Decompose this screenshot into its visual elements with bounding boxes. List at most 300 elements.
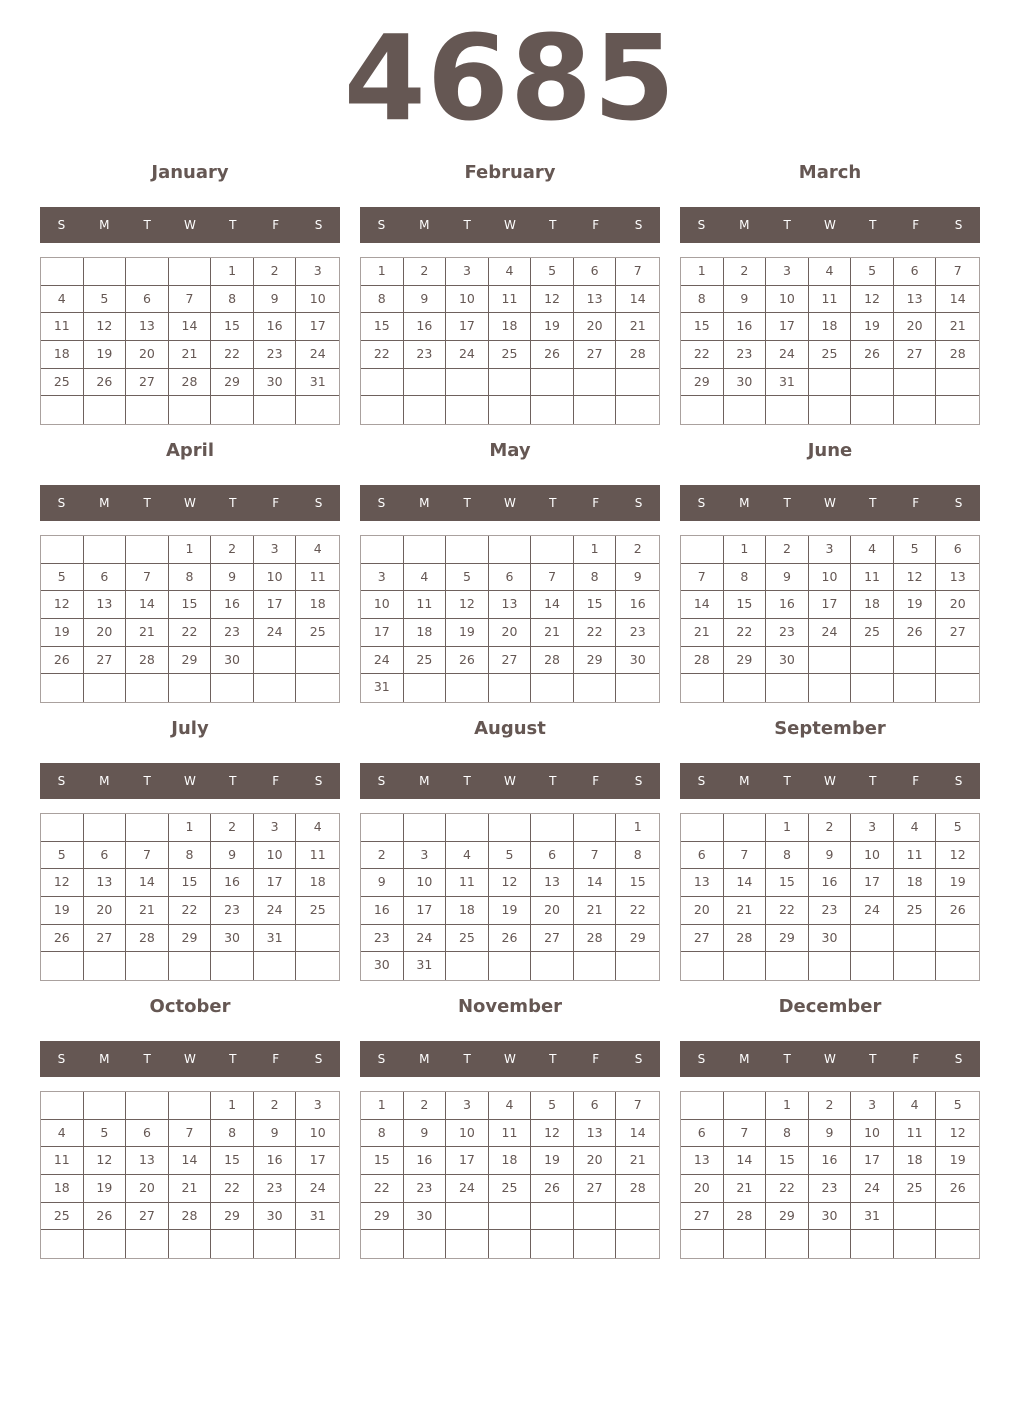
day-cell: 22 xyxy=(766,897,809,925)
day-cell: 19 xyxy=(41,897,84,925)
day-cell: 10 xyxy=(254,842,297,870)
day-cell: 21 xyxy=(936,313,979,341)
day-cell: 23 xyxy=(404,341,447,369)
empty-cell xyxy=(531,814,574,842)
day-cell: 12 xyxy=(894,564,937,592)
day-cell: 14 xyxy=(724,869,767,897)
day-cell: 23 xyxy=(211,619,254,647)
day-cell: 5 xyxy=(894,536,937,564)
day-grid xyxy=(360,1091,660,1259)
day-cell: 2 xyxy=(809,814,852,842)
weekday-label: S xyxy=(377,218,386,232)
day-cell: 4 xyxy=(296,814,339,842)
day-cell: 12 xyxy=(851,286,894,314)
empty-cell xyxy=(894,1230,937,1258)
day-cell: 22 xyxy=(169,897,212,925)
weekday-header xyxy=(360,1041,660,1077)
empty-cell xyxy=(296,674,339,702)
day-cell: 10 xyxy=(446,1120,489,1148)
empty-cell xyxy=(681,814,724,842)
day-cell: 8 xyxy=(724,564,767,592)
weekday-label: T xyxy=(783,1052,791,1066)
day-cell: 9 xyxy=(254,1120,297,1148)
empty-cell xyxy=(809,952,852,980)
day-cell: 30 xyxy=(211,925,254,953)
day-cell: 20 xyxy=(126,1175,169,1203)
empty-cell xyxy=(84,1230,127,1258)
day-cell: 4 xyxy=(809,258,852,286)
weekday-label: S xyxy=(57,496,66,510)
day-cell: 14 xyxy=(531,591,574,619)
day-cell: 11 xyxy=(404,591,447,619)
day-cell: 27 xyxy=(936,619,979,647)
day-cell: 19 xyxy=(489,897,532,925)
day-cell: 24 xyxy=(809,619,852,647)
day-cell: 4 xyxy=(41,1120,84,1148)
day-cell: 18 xyxy=(851,591,894,619)
empty-cell xyxy=(894,952,937,980)
empty-cell xyxy=(446,396,489,424)
weekday-label: M xyxy=(419,1052,430,1066)
day-cell: 2 xyxy=(211,814,254,842)
day-cell: 1 xyxy=(361,258,404,286)
weekday-label: T xyxy=(143,218,151,232)
empty-cell xyxy=(574,396,617,424)
month-title: September xyxy=(774,718,886,739)
weekday-label: F xyxy=(912,218,920,232)
day-cell: 16 xyxy=(211,591,254,619)
day-cell: 29 xyxy=(361,1203,404,1231)
day-cell: 2 xyxy=(254,1092,297,1120)
day-cell: 13 xyxy=(531,869,574,897)
empty-cell xyxy=(404,369,447,397)
weekday-header xyxy=(680,485,980,521)
empty-cell xyxy=(616,396,659,424)
empty-cell xyxy=(851,1230,894,1258)
empty-cell xyxy=(894,674,937,702)
day-cell: 1 xyxy=(361,1092,404,1120)
weekday-label: T xyxy=(143,496,151,510)
day-cell: 31 xyxy=(851,1203,894,1231)
weekday-header xyxy=(40,1041,340,1077)
weekday-label: F xyxy=(272,1052,280,1066)
day-cell: 6 xyxy=(531,842,574,870)
day-cell: 27 xyxy=(681,1203,724,1231)
day-cell: 7 xyxy=(616,258,659,286)
day-cell: 28 xyxy=(616,341,659,369)
day-cell: 25 xyxy=(851,619,894,647)
day-cell: 24 xyxy=(446,341,489,369)
weekday-label: W xyxy=(824,1052,836,1066)
empty-cell xyxy=(446,952,489,980)
empty-cell xyxy=(169,1092,212,1120)
day-cell: 24 xyxy=(404,925,447,953)
weekday-label: M xyxy=(739,496,750,510)
day-cell: 11 xyxy=(41,1147,84,1175)
day-cell: 14 xyxy=(936,286,979,314)
empty-cell xyxy=(41,814,84,842)
empty-cell xyxy=(361,814,404,842)
weekday-label: W xyxy=(504,218,516,232)
empty-cell xyxy=(211,952,254,980)
day-cell: 11 xyxy=(894,1120,937,1148)
day-cell: 24 xyxy=(766,341,809,369)
weekday-header xyxy=(360,207,660,243)
day-cell: 1 xyxy=(169,814,212,842)
day-cell: 15 xyxy=(211,1147,254,1175)
day-cell: 28 xyxy=(681,647,724,675)
day-cell: 28 xyxy=(724,925,767,953)
day-cell: 1 xyxy=(724,536,767,564)
weekday-label: W xyxy=(184,218,196,232)
empty-cell xyxy=(894,396,937,424)
day-cell: 27 xyxy=(574,341,617,369)
day-cell: 29 xyxy=(766,1203,809,1231)
day-cell: 6 xyxy=(681,1120,724,1148)
day-cell: 25 xyxy=(489,341,532,369)
empty-cell xyxy=(616,1203,659,1231)
day-cell: 8 xyxy=(574,564,617,592)
day-cell: 9 xyxy=(809,842,852,870)
empty-cell xyxy=(169,1230,212,1258)
empty-cell xyxy=(766,952,809,980)
weekday-label: T xyxy=(869,496,877,510)
empty-cell xyxy=(84,536,127,564)
weekday-label: T xyxy=(783,218,791,232)
empty-cell xyxy=(724,1092,767,1120)
day-cell: 21 xyxy=(724,1175,767,1203)
day-cell: 30 xyxy=(361,952,404,980)
empty-cell xyxy=(724,674,767,702)
weekday-label: F xyxy=(912,774,920,788)
weekday-label: W xyxy=(824,774,836,788)
weekday-label: W xyxy=(504,496,516,510)
weekday-label: M xyxy=(419,218,430,232)
weekday-label: M xyxy=(419,774,430,788)
weekday-label: F xyxy=(272,774,280,788)
empty-cell xyxy=(681,536,724,564)
empty-cell xyxy=(84,674,127,702)
day-cell: 13 xyxy=(681,1147,724,1175)
empty-cell xyxy=(126,396,169,424)
day-cell: 27 xyxy=(126,1203,169,1231)
day-cell: 14 xyxy=(616,1120,659,1148)
day-cell: 17 xyxy=(296,313,339,341)
day-cell: 18 xyxy=(41,1175,84,1203)
weekday-label: S xyxy=(314,1052,323,1066)
empty-cell xyxy=(41,258,84,286)
empty-cell xyxy=(531,1230,574,1258)
day-cell: 27 xyxy=(84,925,127,953)
day-cell: 11 xyxy=(296,842,339,870)
weekday-label: S xyxy=(634,1052,643,1066)
day-cell: 3 xyxy=(361,564,404,592)
empty-cell xyxy=(489,1203,532,1231)
empty-cell xyxy=(936,1230,979,1258)
day-cell: 20 xyxy=(574,313,617,341)
day-cell: 5 xyxy=(41,564,84,592)
day-cell: 11 xyxy=(809,286,852,314)
day-cell: 5 xyxy=(84,286,127,314)
empty-cell xyxy=(766,1230,809,1258)
empty-cell xyxy=(574,1203,617,1231)
day-cell: 14 xyxy=(724,1147,767,1175)
weekday-label: S xyxy=(954,774,963,788)
day-cell: 25 xyxy=(446,925,489,953)
day-cell: 28 xyxy=(616,1175,659,1203)
empty-cell xyxy=(41,674,84,702)
day-cell: 24 xyxy=(296,1175,339,1203)
day-cell: 31 xyxy=(361,674,404,702)
day-cell: 30 xyxy=(211,647,254,675)
weekday-label: F xyxy=(592,218,600,232)
day-cell: 28 xyxy=(936,341,979,369)
day-cell: 18 xyxy=(809,313,852,341)
empty-cell xyxy=(211,1230,254,1258)
day-cell: 26 xyxy=(894,619,937,647)
empty-cell xyxy=(681,952,724,980)
day-cell: 20 xyxy=(574,1147,617,1175)
weekday-header xyxy=(360,485,660,521)
weekday-label: F xyxy=(912,496,920,510)
empty-cell xyxy=(766,396,809,424)
day-cell: 25 xyxy=(894,1175,937,1203)
day-cell: 14 xyxy=(616,286,659,314)
month-title: November xyxy=(457,996,563,1017)
empty-cell xyxy=(936,1203,979,1231)
day-cell: 6 xyxy=(126,1120,169,1148)
day-cell: 8 xyxy=(361,1120,404,1148)
empty-cell xyxy=(574,674,617,702)
day-cell: 8 xyxy=(616,842,659,870)
day-cell: 13 xyxy=(936,564,979,592)
day-cell: 28 xyxy=(169,369,212,397)
empty-cell xyxy=(296,396,339,424)
day-cell: 11 xyxy=(41,313,84,341)
day-cell: 8 xyxy=(766,842,809,870)
weekday-label: W xyxy=(504,774,516,788)
day-cell: 18 xyxy=(489,1147,532,1175)
empty-cell xyxy=(296,952,339,980)
weekday-label: S xyxy=(954,1052,963,1066)
day-cell: 29 xyxy=(574,647,617,675)
day-cell: 18 xyxy=(446,897,489,925)
weekday-label: T xyxy=(869,774,877,788)
empty-cell xyxy=(41,952,84,980)
day-cell: 10 xyxy=(404,869,447,897)
day-cell: 2 xyxy=(404,258,447,286)
day-cell: 11 xyxy=(894,842,937,870)
day-cell: 14 xyxy=(126,869,169,897)
day-cell: 19 xyxy=(894,591,937,619)
day-cell: 17 xyxy=(446,1147,489,1175)
weekday-header xyxy=(40,485,340,521)
day-cell: 30 xyxy=(766,647,809,675)
weekday-label: T xyxy=(229,774,237,788)
empty-cell xyxy=(404,1230,447,1258)
day-cell: 4 xyxy=(296,536,339,564)
day-cell: 15 xyxy=(766,869,809,897)
month-title: February xyxy=(464,162,556,183)
weekday-label: M xyxy=(739,1052,750,1066)
empty-cell xyxy=(126,674,169,702)
empty-cell xyxy=(809,369,852,397)
day-cell: 19 xyxy=(84,341,127,369)
day-cell: 13 xyxy=(84,591,127,619)
empty-cell xyxy=(361,1230,404,1258)
day-grid xyxy=(680,257,980,425)
day-cell: 19 xyxy=(936,869,979,897)
day-cell: 15 xyxy=(361,1147,404,1175)
day-cell: 18 xyxy=(489,313,532,341)
month-title: October xyxy=(149,996,231,1017)
weekday-label: S xyxy=(954,496,963,510)
day-cell: 8 xyxy=(211,1120,254,1148)
empty-cell xyxy=(574,1230,617,1258)
empty-cell xyxy=(296,647,339,675)
day-cell: 15 xyxy=(724,591,767,619)
day-cell: 25 xyxy=(809,341,852,369)
day-cell: 16 xyxy=(809,1147,852,1175)
day-cell: 19 xyxy=(41,619,84,647)
empty-cell xyxy=(531,369,574,397)
empty-cell xyxy=(936,369,979,397)
day-cell: 9 xyxy=(211,842,254,870)
weekday-label: S xyxy=(377,496,386,510)
weekday-label: T xyxy=(869,218,877,232)
day-cell: 22 xyxy=(574,619,617,647)
empty-cell xyxy=(446,814,489,842)
empty-cell xyxy=(41,536,84,564)
day-cell: 16 xyxy=(766,591,809,619)
weekday-header xyxy=(680,763,980,799)
day-cell: 15 xyxy=(169,591,212,619)
day-cell: 22 xyxy=(766,1175,809,1203)
day-cell: 3 xyxy=(296,1092,339,1120)
day-cell: 30 xyxy=(724,369,767,397)
day-cell: 6 xyxy=(84,564,127,592)
day-cell: 20 xyxy=(894,313,937,341)
empty-cell xyxy=(296,1230,339,1258)
day-cell: 22 xyxy=(211,1175,254,1203)
day-cell: 7 xyxy=(531,564,574,592)
weekday-label: M xyxy=(99,774,110,788)
day-cell: 22 xyxy=(681,341,724,369)
empty-cell xyxy=(851,647,894,675)
day-grid xyxy=(40,1091,340,1259)
day-cell: 14 xyxy=(681,591,724,619)
weekday-label: T xyxy=(229,496,237,510)
empty-cell xyxy=(681,1230,724,1258)
day-cell: 15 xyxy=(211,313,254,341)
day-cell: 1 xyxy=(169,536,212,564)
day-cell: 23 xyxy=(766,619,809,647)
day-cell: 9 xyxy=(766,564,809,592)
day-cell: 10 xyxy=(296,286,339,314)
empty-cell xyxy=(404,536,447,564)
day-grid xyxy=(40,535,340,703)
weekday-label: S xyxy=(954,218,963,232)
empty-cell xyxy=(851,396,894,424)
day-cell: 30 xyxy=(616,647,659,675)
day-cell: 19 xyxy=(936,1147,979,1175)
day-cell: 14 xyxy=(169,1147,212,1175)
day-cell: 18 xyxy=(894,869,937,897)
day-cell: 5 xyxy=(489,842,532,870)
day-cell: 23 xyxy=(254,1175,297,1203)
day-cell: 24 xyxy=(851,1175,894,1203)
day-cell: 8 xyxy=(766,1120,809,1148)
day-cell: 5 xyxy=(84,1120,127,1148)
day-cell: 25 xyxy=(404,647,447,675)
day-cell: 12 xyxy=(84,313,127,341)
weekday-label: W xyxy=(184,496,196,510)
empty-cell xyxy=(616,1230,659,1258)
day-cell: 6 xyxy=(84,842,127,870)
day-cell: 22 xyxy=(616,897,659,925)
day-cell: 24 xyxy=(361,647,404,675)
day-cell: 3 xyxy=(254,814,297,842)
day-cell: 24 xyxy=(254,897,297,925)
day-cell: 4 xyxy=(894,1092,937,1120)
month-title: March xyxy=(798,162,862,183)
day-cell: 15 xyxy=(361,313,404,341)
day-cell: 10 xyxy=(851,1120,894,1148)
day-cell: 1 xyxy=(766,814,809,842)
weekday-label: W xyxy=(824,218,836,232)
weekday-label: T xyxy=(463,496,471,510)
day-cell: 16 xyxy=(404,1147,447,1175)
day-cell: 9 xyxy=(724,286,767,314)
day-cell: 23 xyxy=(361,925,404,953)
day-cell: 27 xyxy=(681,925,724,953)
day-cell: 9 xyxy=(404,1120,447,1148)
day-cell: 24 xyxy=(296,341,339,369)
empty-cell xyxy=(446,369,489,397)
day-cell: 18 xyxy=(296,591,339,619)
day-cell: 9 xyxy=(809,1120,852,1148)
day-cell: 2 xyxy=(361,842,404,870)
day-cell: 15 xyxy=(766,1147,809,1175)
day-cell: 27 xyxy=(574,1175,617,1203)
day-cell: 31 xyxy=(766,369,809,397)
empty-cell xyxy=(809,396,852,424)
day-cell: 31 xyxy=(254,925,297,953)
day-cell: 5 xyxy=(531,1092,574,1120)
day-cell: 26 xyxy=(84,369,127,397)
day-cell: 30 xyxy=(809,925,852,953)
day-cell: 25 xyxy=(41,369,84,397)
weekday-label: S xyxy=(57,774,66,788)
weekday-label: T xyxy=(143,1052,151,1066)
empty-cell xyxy=(851,369,894,397)
day-cell: 7 xyxy=(169,1120,212,1148)
year-title: 4685 xyxy=(343,9,677,147)
day-cell: 5 xyxy=(446,564,489,592)
weekday-label: T xyxy=(143,774,151,788)
empty-cell xyxy=(531,1203,574,1231)
day-cell: 11 xyxy=(446,869,489,897)
day-cell: 31 xyxy=(296,1203,339,1231)
day-cell: 6 xyxy=(126,286,169,314)
day-cell: 13 xyxy=(574,1120,617,1148)
empty-cell xyxy=(894,925,937,953)
day-cell: 21 xyxy=(681,619,724,647)
weekday-label: T xyxy=(549,1052,557,1066)
day-cell: 3 xyxy=(446,1092,489,1120)
day-cell: 22 xyxy=(361,1175,404,1203)
day-cell: 15 xyxy=(169,869,212,897)
